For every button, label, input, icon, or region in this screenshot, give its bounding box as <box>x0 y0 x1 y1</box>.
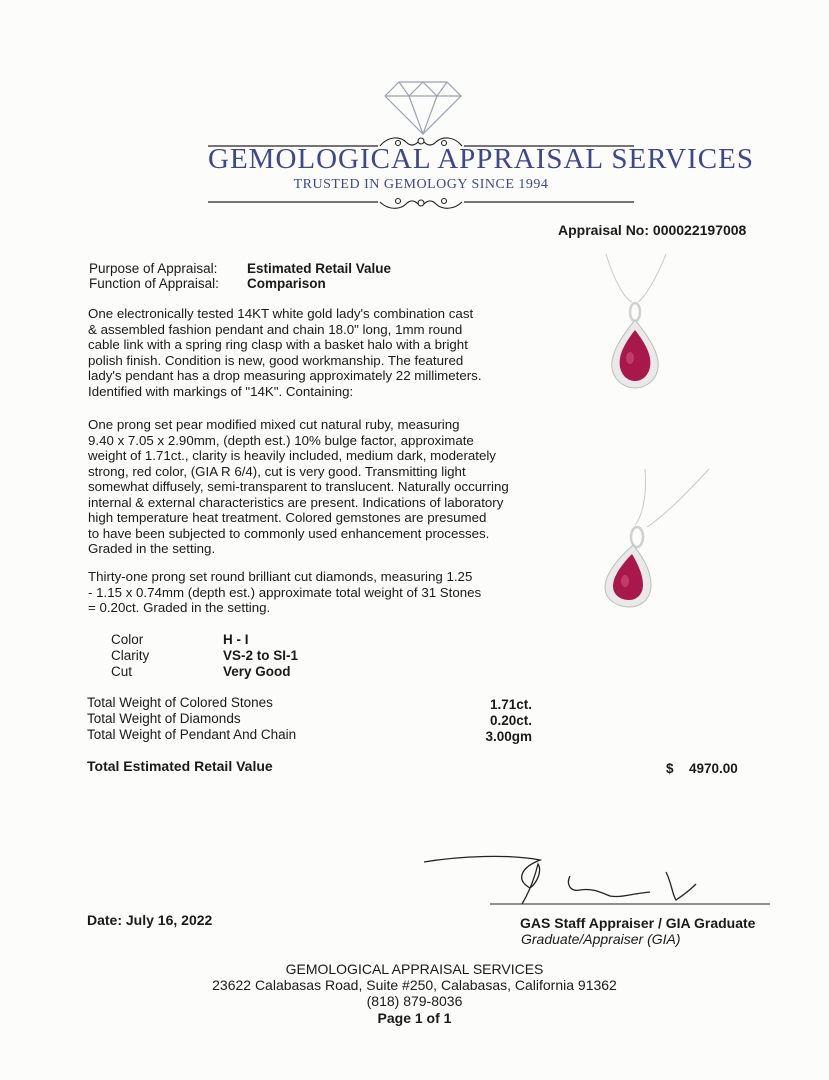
signer-title: GAS Staff Appraiser / GIA Graduate <box>520 915 756 931</box>
grade-label-color: Color <box>111 632 144 647</box>
pendant-photo-front <box>590 250 680 400</box>
weight-label-colored: Total Weight of Colored Stones <box>87 695 273 710</box>
appraisal-date: Date: July 16, 2022 <box>87 912 213 928</box>
brand-name: GEMOLOGICAL APPRAISAL SERVICES <box>208 143 754 175</box>
description-ruby: One prong set pear modified mixed cut natural ruby, measuring 9.40 x 7.05 x 2.90mm, (depth est.) 10% bulge factor, approximate weight of 1.71ct., clarity is heavily included, medium dark, moderately strong, red color, (GIA R 6/4), cut is very good. Transmitting light somewhat diffusely, semi-transparent to translucent. Naturally occurring internal & external characteristics are present. Indications of laboratory high temperature heat treatment. Colored gemstones are presumed to have been subjected to commonly used enhancement processes. Graded in the setting. <box>88 417 509 556</box>
grade-value-cut: Very Good <box>223 664 291 679</box>
total-currency: $ <box>666 761 674 776</box>
pendant-photo-side <box>585 465 715 615</box>
diamond-logo-icon <box>383 76 463 136</box>
appraisal-number: Appraisal No: 000022197008 <box>558 222 747 238</box>
purpose-label: Purpose of Appraisal: <box>89 261 218 276</box>
function-label: Function of Appraisal: <box>89 276 219 291</box>
footer-company: GEMOLOGICAL APPRAISAL SERVICES <box>285 961 544 977</box>
page-number: Page 1 of 1 <box>377 1010 452 1026</box>
grade-label-cut: Cut <box>111 664 133 679</box>
weight-value-diamonds: 0.20ct. <box>489 713 532 728</box>
grade-value-clarity: VS-2 to SI-1 <box>223 648 299 663</box>
weight-value-pendant: 3.00gm <box>485 729 532 744</box>
weight-label-diamonds: Total Weight of Diamonds <box>87 711 241 726</box>
ornament-divider-bottom <box>208 193 634 211</box>
grade-label-clarity: Clarity <box>111 648 150 663</box>
footer-phone: (818) 879-8036 <box>366 993 463 1009</box>
weight-label-pendant: Total Weight of Pendant And Chain <box>87 727 297 742</box>
total-amount: 4970.00 <box>689 761 738 776</box>
footer-address: 23622 Calabasas Road, Suite #250, Calabasas, California 91362 <box>212 977 617 993</box>
description-pendant: One electronically tested 14KT white gold lady's combination cast & assembled fashion pendant and chain 18.0" long, 1mm round cable link with a spring ring clasp with a basket halo with a bright polish finish. Condition is new, good workmanship. The featured lady's pendant has a drop measuring approximately 22 millimeters. Identified with markings of "14K". Containing: <box>88 306 482 399</box>
description-diamonds: Thirty-one prong set round brilliant cut diamonds, measuring 1.25 - 1.15 x 0.74mm (depth est.) approximate total weight of 31 Stones = 0.20ct. Graded in the setting. <box>88 569 482 615</box>
signature-icon <box>420 850 780 910</box>
grade-value-color: H - I <box>223 632 249 647</box>
signer-subtitle: Graduate/Appraiser (GIA) <box>521 931 681 947</box>
purpose-value: Estimated Retail Value <box>247 261 392 276</box>
function-value: Comparison <box>247 276 326 291</box>
total-retail-label: Total Estimated Retail Value <box>87 758 273 774</box>
brand-tagline: TRUSTED IN GEMOLOGY SINCE 1994 <box>293 177 549 192</box>
weight-value-colored: 1.71ct. <box>489 697 532 712</box>
